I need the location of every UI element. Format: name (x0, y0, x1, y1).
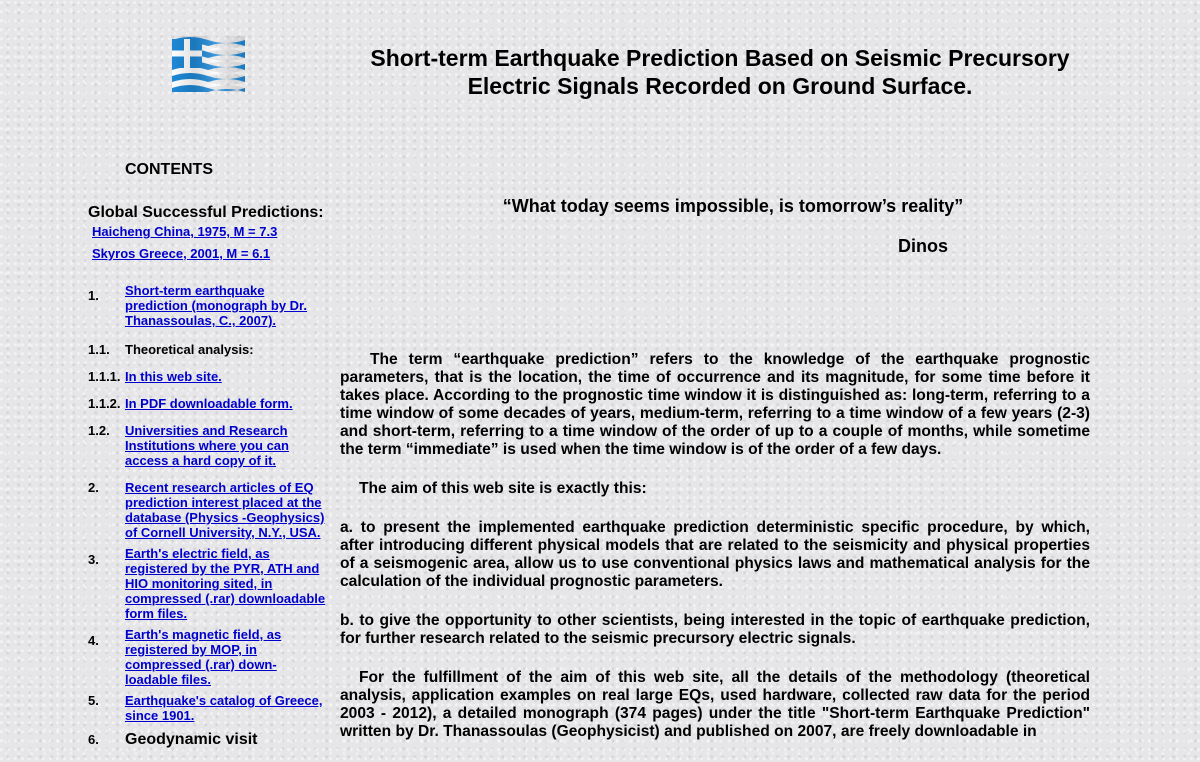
toc-item-number: 5. (88, 693, 99, 708)
toc-item-number: 1.1. (88, 342, 110, 357)
page-title (340, 44, 1100, 100)
page-title-line1: Short-term Earthquake Prediction Based on Seismic Precursory (370, 45, 1070, 71)
toc-item-number: 1.2. (88, 423, 110, 438)
toc-item-number: 1.1.2. (88, 396, 121, 411)
skyros-link[interactable]: Skyros Greece, 2001, M = 6.1 (92, 246, 271, 261)
research-articles-link[interactable]: Recent research articles of EQ prediction interest placed at the database (Physics -Geophysics) of Cornell University, N.Y., USA. (125, 480, 325, 540)
geodynamic-visit-label: Geodynamic visit (125, 731, 258, 748)
greek-flag-icon (172, 36, 245, 92)
pdf-link[interactable]: In PDF downloadable form. (125, 396, 293, 411)
haicheng-link[interactable]: Haicheng China, 1975, M = 7.3 (92, 224, 278, 239)
toc-item-number: 3. (88, 552, 99, 567)
electric-field-link[interactable]: Earth's electric field, as registered by the PYR, ATH and HIO monitoring sited, in compressed (.rar) downloadable form files. (125, 546, 326, 621)
toc-item-number: 2. (88, 480, 99, 495)
web-site-link[interactable]: In this web site. (125, 369, 222, 384)
contents-heading: CONTENTS (125, 161, 213, 178)
quote-author: Dinos (898, 236, 949, 256)
quote: “What today seems impossible, is tomorrow’s reality” (502, 196, 964, 216)
paragraph-fulfillment: For the fulfillment of the aim of this web site, all the details of the methodology (theoretical analysis, application examples on real large EQs, used hardware, collected raw data for the period 2003 - 2012), a detailed monograph (374 pages) under the title "Short-term Earthquake Prediction" written by Dr. Thanassoulas (Geophysicist) and published on 2007, are freely downloadable in (340, 669, 1090, 740)
toc-item-number: 6. (88, 732, 99, 747)
universities-link[interactable]: Universities and Research Institutions where you can access a hard copy of it. (125, 423, 289, 468)
intro-text (340, 351, 1090, 762)
paragraph-aim-b: b. to give the opportunity to other scientists, being interested in the topic of earthquake prediction, for further research related to the seismic precursory electric signals. (340, 612, 1090, 647)
monograph-link[interactable]: Short-term earthquake prediction (monograph by Dr. Thanassoulas, C., 2007). (125, 283, 308, 328)
page-title-line2: Electric Signals Recorded on Ground Surface. (467, 73, 973, 99)
catalog-link[interactable]: Earthquake's catalog of Greece, since 1901. (125, 693, 323, 723)
theoretical-analysis-label: Theoretical analysis: (125, 342, 254, 357)
paragraph-definition: The term “earthquake prediction” refers to the knowledge of the earthquake prognostic parameters, that is the location, the time of occurrence and its magnitude, for some time before it takes place. According to the prognostic time window it is distinguished as: long-term, referring to a time window of some decades of years, medium-term, referring to a time window of a few years (2-3) and short-term, referring to a time window of the order of up to a couple of months, while sometime the term “immediate” is used when the time window is of the order of a few days. (340, 351, 1090, 458)
toc-item-number: 4. (88, 633, 99, 648)
toc-item-number: 1. (88, 288, 99, 303)
paragraph-aim-a: a. to present the implemented earthquake prediction deterministic specific procedure, by which, after introducing different physical models that are related to the seismicity and physical properties of a seismogenic area, allow us to use conventional physics laws and mathematical analysis for the calculation of the individual prognostic parameters. (340, 519, 1090, 590)
magnetic-field-link[interactable]: Earth's magnetic field, as registered by MOP, in compressed (.rar) down-loadable files. (125, 627, 282, 687)
toc-item-number: 1.1.1. (88, 369, 121, 384)
global-predictions-heading: Global Successful Predictions: (88, 204, 324, 221)
paragraph-aim: The aim of this web site is exactly this: (359, 480, 647, 497)
